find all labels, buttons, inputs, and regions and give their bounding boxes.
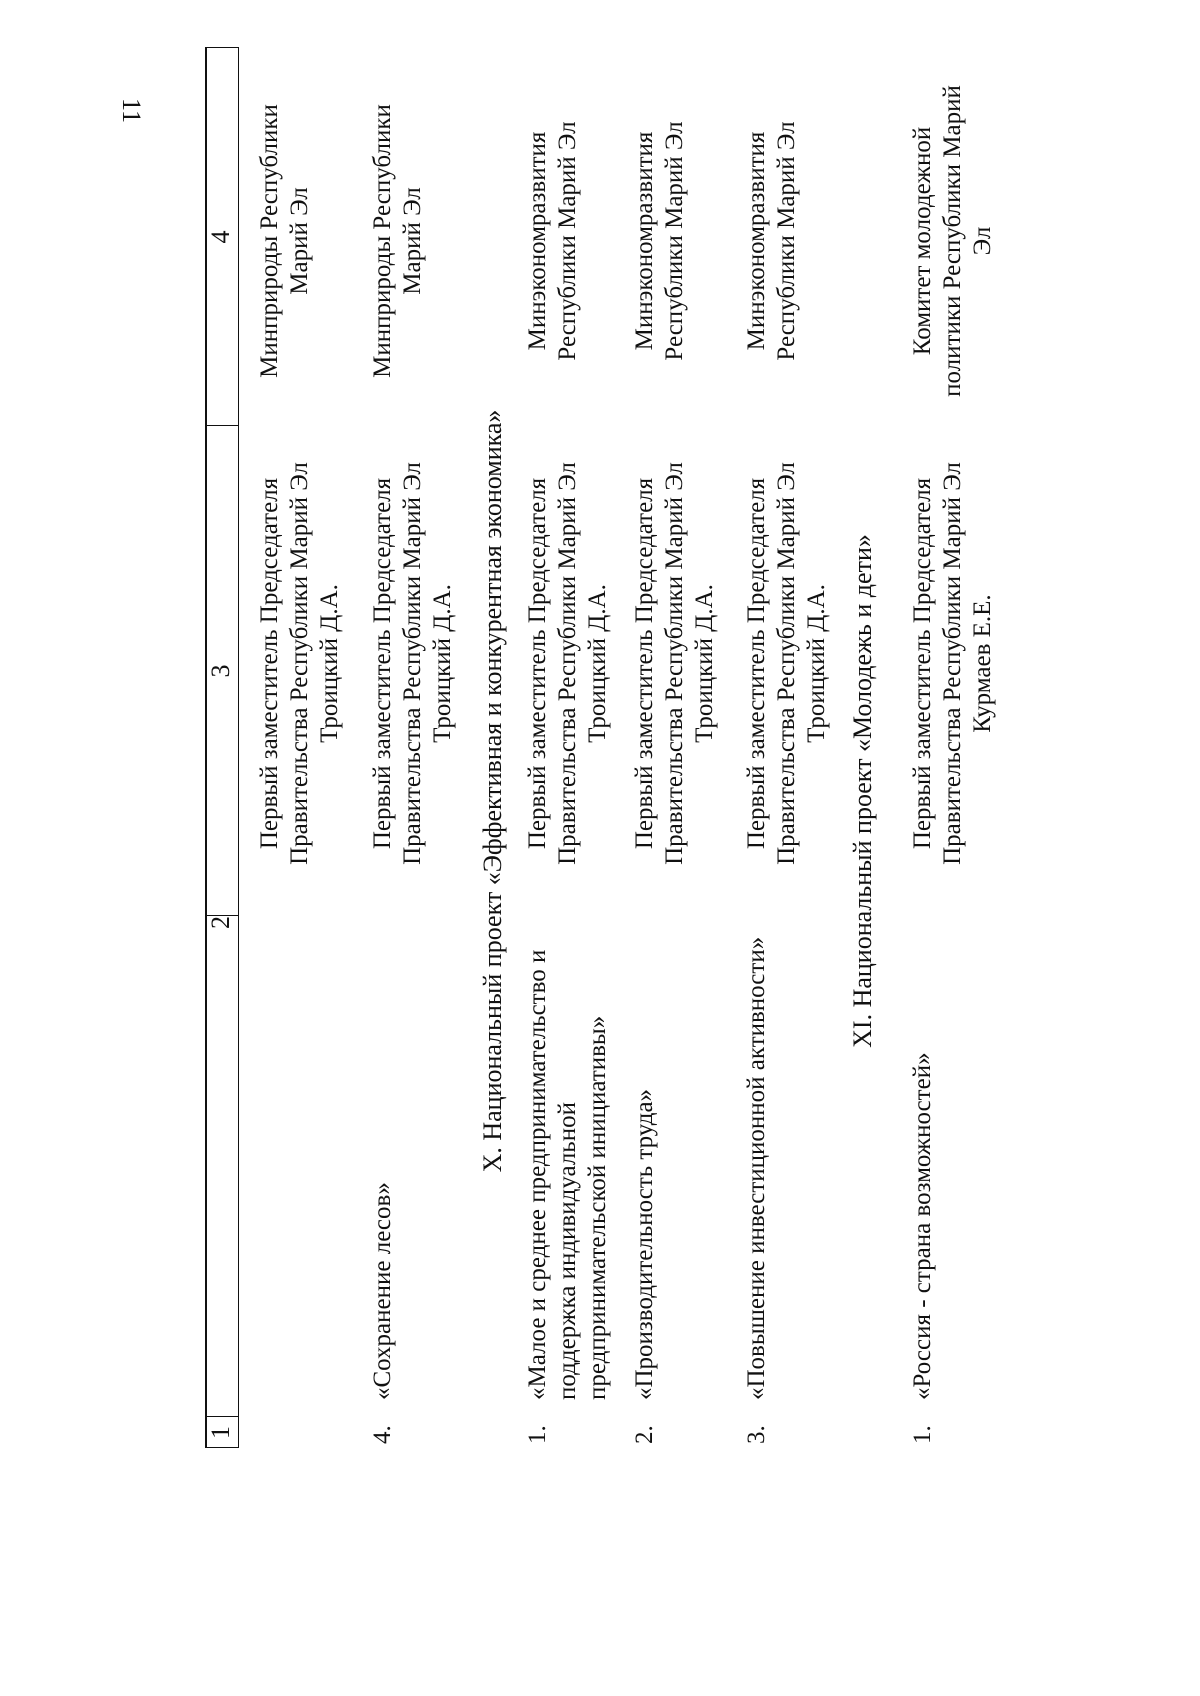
row-4-curator: Первый заместитель Председателя Правительства Республики Марий Эл Троицкий Д.А. [369,462,456,865]
header-col-4: 4 [206,230,235,244]
section-x-row-2-responsible: Минэкономразвития Республики Марий Эл [631,121,688,361]
section-x-row-2-project: «Производительность труда» [631,1088,658,1400]
page-number: 11 [117,98,146,124]
section-x-row-2-curator: Первый заместитель Председателя Правительства Республики Марий Эл Троицкий Д.А. [631,462,718,865]
section-xi-row-1-curator: Первый заместитель Председателя Правительства Республики Марий Эл Курмаев Е.Е. [909,462,996,865]
row-4-number: 4. [369,1425,396,1444]
row-4-responsible: Минприроды Республики Марий Эл [369,104,426,378]
section-x-row-1-project: «Малое и среднее предпринимательство и поддержка индивидуальной предпринимательской инициативы» [524,949,611,1400]
section-x-row-1-curator: Первый заместитель Председателя Правительства Республики Марий Эл Троицкий Д.А. [524,462,611,865]
section-x-title: X. Национальный проект «Эффективная и конкурентная экономика» [478,409,507,1173]
section-x-row-3-project: «Повышение инвестиционной активности» [743,936,770,1400]
section-xi-title: XI. Национальный проект «Молодежь и дети» [848,534,877,1048]
row-4-project: «Сохранение лесов» [369,1182,396,1400]
row-0-curator: Первый заместитель Председателя Правительства Республики Марий Эл Троицкий Д.А. [256,462,343,865]
header-bottom-border [238,48,239,1448]
section-x-row-3-responsible: Минэкономразвития Республики Марий Эл [743,121,800,361]
section-x-row-1-responsible: Минэкономразвития Республики Марий Эл [524,121,581,361]
section-x-row-2-number: 2. [631,1425,658,1444]
header-col-2: 2 [206,916,235,929]
section-x-row-3-number: 3. [743,1425,770,1444]
section-xi-row-1-number: 1. [909,1425,936,1444]
header-col-3: 3 [206,664,235,678]
section-x-row-3-curator: Первый заместитель Председателя Правительства Республики Марий Эл Троицкий Д.А. [743,462,830,865]
header-col-1: 1 [206,1426,235,1439]
row-0-responsible: Минприроды Республики Марий Эл [256,104,313,378]
section-x-row-1-number: 1. [524,1425,551,1444]
section-xi-row-1-project: «Россия - страна возможностей» [909,1052,936,1400]
section-xi-row-1-responsible: Комитет молодежной политики Республики Марий Эл [909,85,996,397]
